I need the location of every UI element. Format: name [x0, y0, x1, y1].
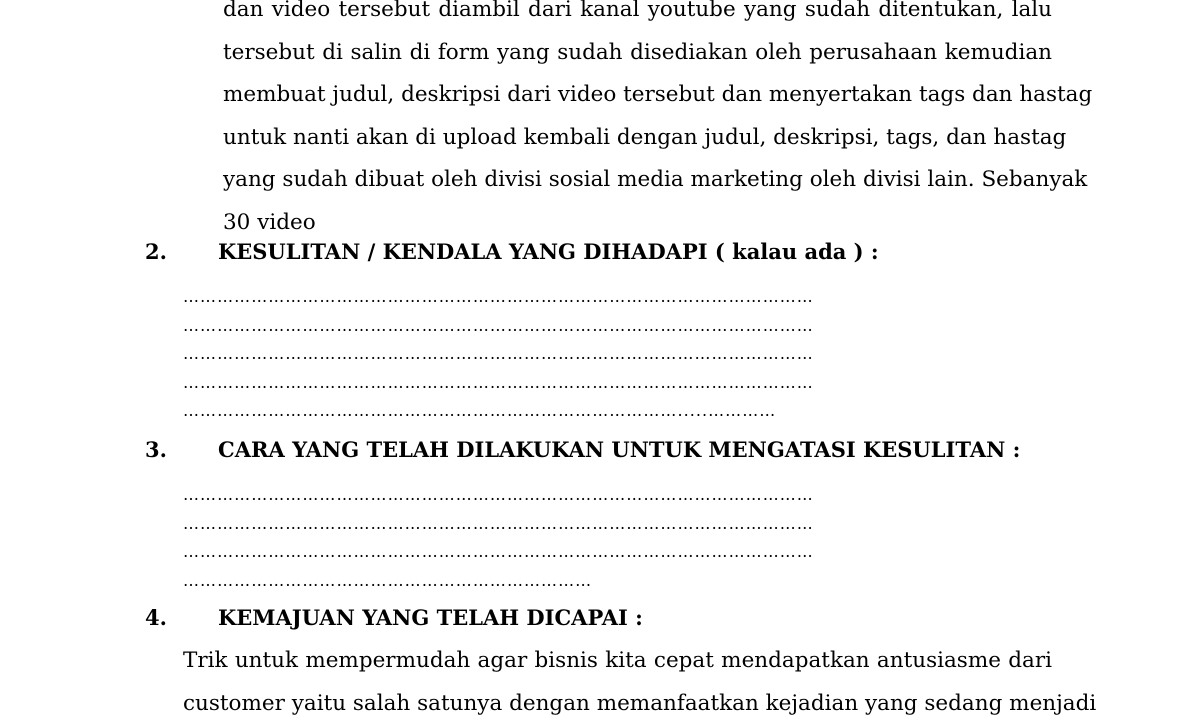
- section2-dotline-2: …………………………………………………………………………………………………: [183, 340, 1053, 369]
- section3-dotline-2: …………………………………………………………………………………………………: [183, 538, 1053, 567]
- section1-line-4: yang sudah dibuat oleh divisi sosial media marketing oleh divisi lain. Sebanyak: [223, 159, 1052, 202]
- section2-number: 2.: [145, 238, 218, 266]
- section1-paragraph: [223, 0, 1052, 244]
- section3-heading: [145, 436, 1045, 464]
- section3-number: 3.: [145, 436, 218, 464]
- section1-line-1: tersebut di salin di form yang sudah disediakan oleh perusahaan kemudian: [223, 32, 1052, 75]
- section1-line-2: membuat judul, deskripsi dari video tersebut dan menyertakan tags dan hastag: [223, 74, 1052, 117]
- section1-line-0: dan video tersebut diambil dari kanal youtube yang sudah ditentukan, lalu: [223, 0, 1052, 32]
- section4-number: 4.: [145, 604, 218, 632]
- section4-line-1: customer yaitu salah satunya dengan memanfaatkan kejadian yang sedang menjadi: [183, 683, 1052, 725]
- section2-heading: [145, 238, 1045, 266]
- section2-dotline-0: …………………………………………………………………………………………………: [183, 283, 1053, 312]
- section1-line-5: 30 video: [223, 202, 1052, 245]
- section4-paragraph: [183, 640, 1052, 725]
- section2-dotline-4: …………………………………………………………………………….....…………: [183, 397, 1053, 426]
- section3-dotline-0: …………………………………………………………………………………………………: [183, 481, 1053, 510]
- section2-heading-text: KESULITAN / KENDALA YANG DIHADAPI ( kalau ada ) :: [218, 239, 879, 264]
- section3-dotline-1: …………………………………………………………………………………………………: [183, 510, 1053, 539]
- section2-dotted-lines: [183, 283, 1053, 426]
- section4-line-0: Trik untuk mempermudah agar bisnis kita cepat mendapatkan antusiasme dari: [183, 640, 1052, 683]
- section4-heading-text: KEMAJUAN YANG TELAH DICAPAI :: [218, 605, 643, 630]
- section3-heading-text: CARA YANG TELAH DILAKUKAN UNTUK MENGATASI KESULITAN :: [218, 437, 1020, 462]
- section1-line-3: untuk nanti akan di upload kembali dengan judul, deskripsi, tags, dan hastag: [223, 117, 1052, 160]
- section4-heading: [145, 604, 1045, 632]
- section3-dotline-3: ………………………………………………………………: [183, 567, 1053, 596]
- section2-dotline-3: …………………………………………………………………………………………………: [183, 369, 1053, 398]
- section2-dotline-1: …………………………………………………………………………………………………: [183, 312, 1053, 341]
- section3-dotted-lines: [183, 481, 1053, 595]
